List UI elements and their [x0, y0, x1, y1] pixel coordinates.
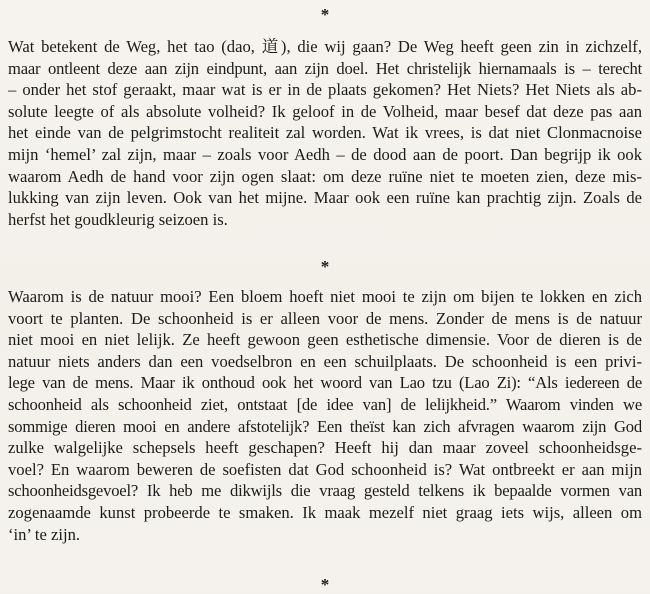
section-separator-bottom: * — [320, 575, 330, 594]
text-line: – onder het stof geraakt, maar wat is er in de plaats gekomen? Het Niets? Het Niets als ab- — [8, 80, 642, 100]
text-line: schoonheidsgevoel? Ik heb me dikwijls die vraag gesteld telkens ik bepaalde vormen van — [8, 481, 642, 501]
paragraph-weg — [8, 36, 642, 230]
text-line: natuur niets anders dan een voedselbron en een schuilplaats. De schoonheid is een privi- — [8, 351, 642, 371]
text-line: herfst het goudkleurig seizoen is. — [8, 209, 228, 229]
text-line: maar ontleent deze aan zijn eindpunt, aan zijn doel. Het christelijk hiernamaals is – terecht — [8, 58, 642, 78]
text-line: mijn ‘hemel’ zal zijn, maar – zoals voor Aedh – de dood aan de poort. Dan begrijp ik ook — [8, 144, 642, 164]
text-line: solute leegte of als absolute volheid? Ik geloof in de Volheid, maar besef dat deze pas aan — [8, 101, 642, 121]
text-line: lukking van zijn leven. Ook van het mijne. Maar ook een ruïne kan prachtig zijn. Zoals de — [8, 188, 642, 208]
text-line: voel? En waarom beweren de soefisten dat God schoonheid is? Wat ontbreekt er aan mijn — [8, 459, 642, 479]
text-line: niet mooi en niet lelijk. Ze heeft gewoon geen esthetische dimensie. Voor de dieren is de — [8, 330, 642, 350]
text-line: schoonheid als schoonheid ziet, ontstaat [de idee van] de lelijkheid.” Waarom vinden we — [8, 394, 642, 414]
text-line: Waarom is de natuur mooi? Een bloem hoeft niet mooi te zijn om bijen te lokken en zich — [8, 287, 642, 306]
text-line: ‘in’ te zijn. — [8, 524, 81, 544]
section-separator-top: * — [320, 5, 330, 24]
section-separator-middle: * — [320, 257, 330, 276]
text-line: het einde van de pelgrimstocht realiteit zal worden. Wat ik vrees, is dat niet Clonmacnoise — [8, 123, 642, 143]
text-line: waarom Aedh de hand voor zijn ogen slaat: om deze ruïne niet te moeten zien, deze mis- — [8, 166, 642, 186]
text-line: voort te planten. De schoonheid is er alleen voor de mens. Zonder de mens is de natuur — [8, 308, 642, 328]
text-line: zulke walgelijke schepsels heeft geschapen? Heeft hij dan maar zoveel schoonheidsge- — [8, 438, 642, 458]
text-line: zogenaamde kunst probeerde te smaken. Ik maak mezelf niet graag iets wijs, alleen om — [8, 502, 642, 522]
paragraph-natuur — [8, 286, 642, 545]
text-line: sommige dieren mooi en andere afstotelijk? Een theïst kan zich afvragen waarom zijn God — [8, 416, 642, 436]
text-line: Wat betekent de Weg, het tao (dao, 道), die wij gaan? De Weg heeft geen zin in zichzelf, — [8, 37, 642, 56]
text-line: lege van de mens. Maar ik onthoud ook het woord van Lao tzu (Lao Zi): “Als iedereen de — [8, 373, 642, 393]
